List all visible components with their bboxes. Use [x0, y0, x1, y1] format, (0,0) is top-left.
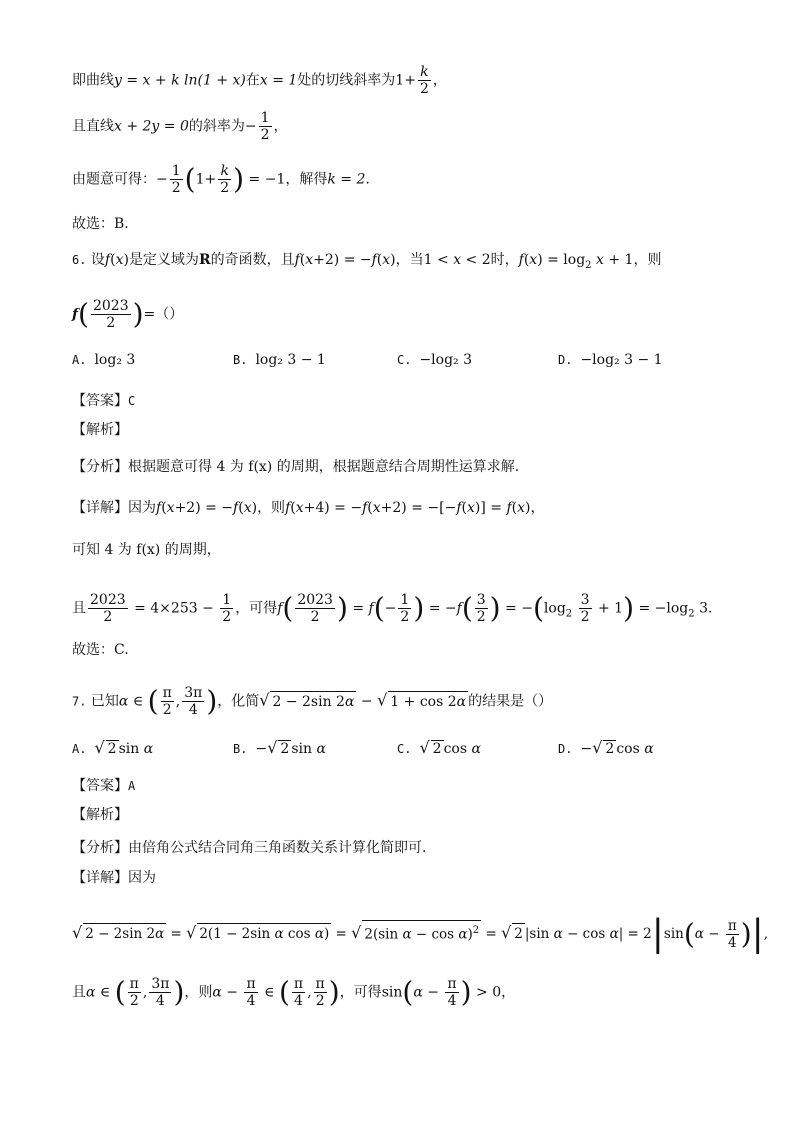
- q6-answer: 【答案】C: [72, 392, 136, 408]
- q7-range: 且α ∈ ( $\frac{\pi}{2}$ , $\frac{3\pi}{4}$ )，则α − $\frac{\pi}{4}$ ∈ ( $\frac{\pi}{4}$ , $\frac{\pi}{2}$ )，可得sin(α − $\frac{\pi}{4}$ ) > 0，: [72, 975, 516, 1009]
- q7-jiexi: 【解析】: [72, 807, 128, 823]
- text: =（）: [143, 306, 184, 323]
- math: x + 2y = 0: [114, 118, 189, 135]
- q6-detail: 【详解】因为f(x+2) = −f(x)，则f(x+4) = −f(x+2) = −[−f(x)] = f(x)，: [72, 500, 545, 516]
- math: x = 1: [259, 72, 298, 89]
- text: 且直线: [72, 118, 114, 135]
- text: 在: [245, 72, 260, 89]
- fraction: $\frac{2023}{2}$: [92, 298, 129, 331]
- q7-detail: 【详解】因为: [72, 870, 156, 886]
- text: 解得: [299, 171, 328, 188]
- minus: −: [244, 118, 257, 135]
- q6-jiexi: 【解析】: [72, 422, 128, 438]
- fraction: $\frac{1}{2}$: [171, 163, 181, 196]
- line-line-slope: 且直线x + 2y = 0的斜率为− $\frac{1}{2}$ ，: [72, 110, 288, 143]
- q7-option-b[interactable]: B. −√ 2 sin α: [233, 738, 326, 757]
- q6-option-b[interactable]: B. log₂ 3 − 1: [233, 352, 326, 368]
- q6-choice: 故选：C.: [72, 642, 129, 658]
- line-choice-b: 故选：B.: [72, 216, 129, 232]
- q7-option-a[interactable]: A. √ 2 sin α: [72, 738, 154, 757]
- line-tangent-slope: 即曲线y = x + k ln(1 + x)在x = 1处的切线斜率为1+ $\frac{k}{2}$ ，: [72, 64, 447, 97]
- text: ，当: [395, 252, 424, 268]
- text: 时，: [490, 252, 519, 268]
- fraction: $\frac{1}{2}$: [260, 110, 270, 143]
- text: 设: [90, 252, 105, 268]
- math: k = 2.: [327, 171, 370, 188]
- text: 是定义域为: [128, 252, 199, 268]
- fraction: $\frac{k}{2}$: [419, 64, 429, 97]
- question-6: 6. 设f(x)是定义域为R的奇函数，且f(x+2) = −f(x)，当1 < x < 2时，$f(x) = \log_2 x + 1$，则: [72, 252, 662, 271]
- question-number: 6.: [72, 253, 87, 267]
- text: 由题意可得：: [72, 171, 156, 188]
- q6-option-d[interactable]: D. −log₂ 3 − 1: [558, 352, 663, 368]
- q7-analysis: 【分析】由倍角公式结合同角三角函数关系计算化简即可.: [72, 840, 427, 856]
- text: 的斜率为: [188, 118, 245, 135]
- q7-option-d[interactable]: D. −√ 2 cos α: [558, 738, 654, 757]
- q6-analysis: 【分析】根据题意可得 4 为 f(x) 的周期，根据题意结合周期性运算求解.: [72, 459, 520, 475]
- q7-option-c[interactable]: C. √ 2 cos α: [397, 738, 481, 757]
- q7-derivation: √ 2 − 2sin 2α = √ 2(1 − 2sin α cos α) = √ 2(sin α − cos α)$^2$ = √ 2 |sin α − cos α| = 2|sin(α − $\frac{\pi}{4}$ )|,: [72, 913, 769, 955]
- line-equation: 由题意可得：− $\frac{1}{2}$ (1+ $\frac{k}{2}$ ) = −1，解得k = 2.: [72, 162, 370, 196]
- text: 处的切线斜率为: [297, 72, 396, 89]
- text: ，则: [633, 252, 662, 268]
- q6-computation: 且 $\frac{2023}{2}$ = 4×253 − $\frac{1}{2}$ ，可得f( $\frac{2023}{2}$ ) = f(− $\frac{1}{2}$ ) = −f( $\frac{3}{2}$ ) = $-(\log_2$ $\frac{3}{2}$ + $1) = -\log_2$ 3.: [72, 591, 713, 625]
- question-7: 7. 已知α ∈ ( $\frac{\pi}{2}$ , $\frac{3\pi}{4}$ )，化简√ 2 − 2sin 2α − √ 1 + cos 2α 的结果是（）: [72, 684, 553, 718]
- q6-option-a[interactable]: A. log₂ 3: [72, 352, 136, 368]
- q6-period: 可知 4 为 f(x) 的周期，: [72, 542, 221, 558]
- text: 即曲线: [72, 72, 114, 89]
- text: 的奇函数，且: [210, 252, 295, 268]
- math: y = x + k ln(1 + x): [114, 72, 246, 89]
- q7-answer: 【答案】A: [72, 777, 136, 793]
- math: R: [198, 252, 211, 268]
- question-6-expression: f( $\frac{2023}{2}$ )=（）: [72, 297, 184, 331]
- q6-option-c[interactable]: C. −log₂ 3: [397, 352, 473, 368]
